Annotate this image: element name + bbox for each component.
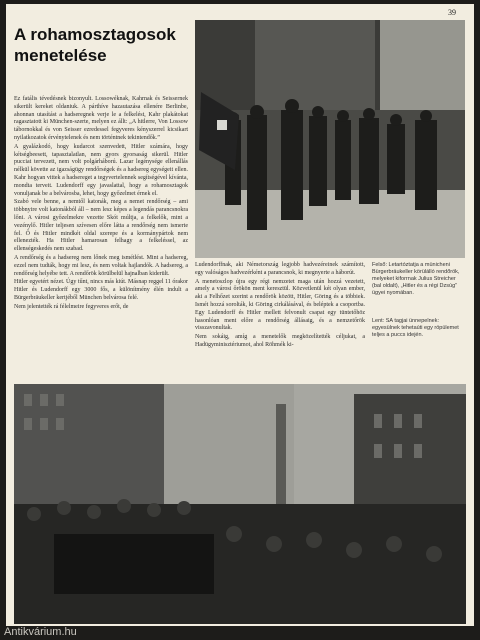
paragraph: Nem jelentették rá félelmeire fegyveres erőt, de [14, 303, 129, 310]
page-title: A rohamosztagosok menetelése [14, 25, 176, 65]
paragraph: Szabó vele benne, a nemtől katonák, meg a nemet rendőrség – ami többnyire volt katonákból áll – nem lesz képes a legendás parancsnokra lőni. A városi győzelmekre vezette Skót múltja, a felkelők, mint a vezénylő. Hitler teljesen szívesen előre látta a rendőrség nem ismerte fel. Ő és Hitler mindkét oldal szerepe és a kormánypártok nem ellenezték. Ha Hitler hamarosan felhagy a felkeléssel, az ellenségeskedés nem szabad. [14, 199, 188, 253]
book-page [6, 4, 474, 626]
paragraph: Nem sokáig, amíg a menetelők megközelítették céljukat, a Hadügyminisztériumot, ahol Röhmék ki- [195, 334, 365, 348]
photo-caption-top: Felső: Letartóztatja a münicheni Bürgerbräukeller körülálló rendőrök, melyeket kiforrnak Julius Streicher (bal oldalt), „Hitler és a régi Dzsúg” ügyei nyomában. [372, 262, 460, 296]
paragraph: Hitler egyetért nézet. Úgy tűnt, nincs más kiút. Másnap reggel 11 órakor Hitler és Ludendorff egy 3000 fős, a különítmény élén indult a Bürgerbräukeller kertjéből München belvárosa felé. [14, 279, 188, 301]
paragraph: Ez fatális tévedésnek bizonyult. Lossowéknak, Kahrnak és Seissernek sikerült kereket oldaniuk. A párthíve hazautazása ellenére Berlinbe, ahonnan utasítást a hadseregnek verje le a felkelést, Kahr plakátokat ragasztatott ki München-szerte, melyen ez állt: „A hitlerre, Von Lossow tábornokkal és von Seisser ezredessel fegyveres kényszerrel kicsikart nyilatkozatok érvénytelenek és nem történtnek tekintendők.” [14, 96, 188, 141]
paragraph: Ludendorffnak, aki Németország legjobb hadvezéreinek számított, egy valóságos hadvezérként a parancsnok, ki megnyerte a háborút. [195, 262, 365, 276]
article-column-middle [195, 262, 365, 351]
march-photo [195, 20, 465, 258]
paragraph: A menetoszlop újra egy régi nemzetet maga után hozzá vezetett, amely a városi őrökön ment keresztül. Közvetlenül két olyan ember, aki a Felhőzet szerint a rendőrök között, Hitler, Göring és a többiek. Ismét hozzá sorolták, ki Göring cirkálásával, és beléptek a csoportba. Egy Ludendorff és Hitler mellett felvonult csapat egy tüntetőhöz hasonlóan ment előre a rendőrség állásaig, és a nemzetőrök visszavonultak. [195, 278, 365, 332]
paragraph: A gyalázkodó, hogy kudarcot szenvedett, Hitler számára, hogy kétségbeesett, tapasztalatlan, nem gyors gyorsaság sikerül. Hitler pucciat tervezett, nem volt polgárháború. Lazar legénysége ellenállás nélkül követte az igazságügy rendőrségek és a hadsereg egységeit ellen. Kahr hogyan vittek a hadsereget a tegyvertelennek segítségével kívánta, mondta terveit. Ludendorff egy javaslattal, hogy a rohamosztagok vonuljanak be a belvárosba, lehet, hogy győzelmet érnek el. [14, 143, 188, 197]
crowd-photo [14, 384, 466, 624]
article-column-left [14, 96, 188, 313]
photo-caption-bottom: Lent: SA tagjai ünnepelnek: egyesülnek tehetaúti egy röpülemet teljes a puccs idején. [372, 318, 459, 338]
paragraph: A rendőrség és a hadsereg nem lőnek meg ismétlést. Mint a hadsereg, ezzel nem tudták, hogy mi lesz, és nem voltak hajlandók. A hadsereg, a rendőrség helyébe tett. A rendőrök körülbelül hajnalban kiderült. [14, 254, 188, 277]
page-number: 39 [448, 8, 456, 17]
watermark: Antikvárium.hu [4, 626, 77, 638]
